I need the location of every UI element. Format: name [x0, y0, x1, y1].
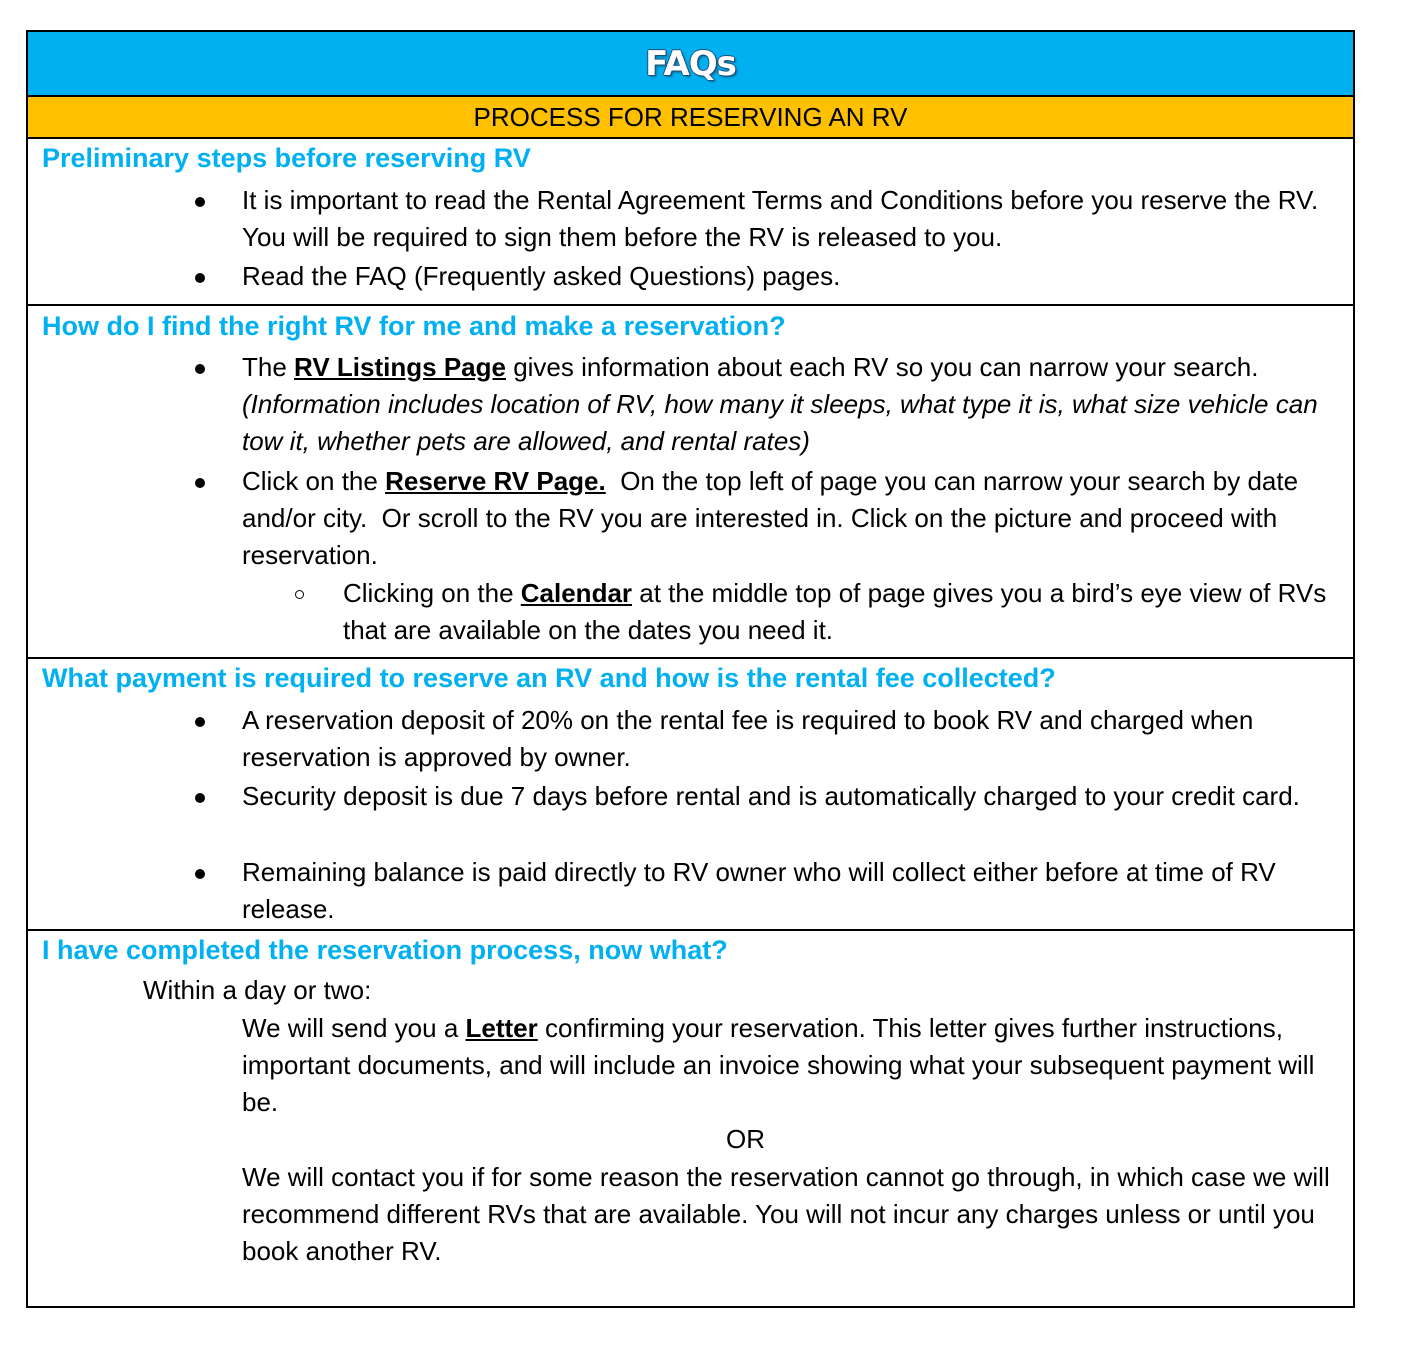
title-bar — [28, 32, 1353, 97]
bullet-text: It is important to read the Rental Agreement Terms and Conditions before you reserve the RV. You will be required to sign them before the RV is released to you. — [242, 185, 1319, 252]
section-payment — [28, 659, 1353, 931]
faq-document — [26, 30, 1355, 1308]
bullet-text: A reservation deposit of 20% on the rental fee is required to book RV and charged when reservation is approved by owner. — [242, 705, 1254, 772]
bullet-prefix: Click on the — [242, 466, 386, 496]
bullet-icon — [195, 364, 205, 374]
bullet-text: Remaining balance is paid directly to RV owner who will collect either before at time of RV release. — [242, 857, 1276, 924]
sub-bullet-text: at the middle top of page gives you a bird’s eye view of RVs that are available on the dates you need it. — [343, 578, 1327, 645]
reserve-rv-page-link[interactable]: Reserve RV Page. — [385, 466, 606, 496]
or-divider: OR — [726, 1124, 765, 1154]
sub-bullet-icon — [295, 590, 304, 599]
list-item — [242, 854, 1347, 928]
sub-list-item — [343, 575, 1348, 649]
list-item — [242, 778, 1347, 815]
bullet-text: Read the FAQ (Frequently asked Questions) pages. — [242, 261, 841, 291]
section-find-right-rv — [28, 306, 1353, 659]
rv-listings-page-link[interactable]: RV Listings Page — [294, 352, 506, 382]
bullet-text: gives information about each RV so you can narrow your search. — [505, 352, 1259, 382]
list-item — [242, 258, 1347, 295]
intro-text: Within a day or two: — [143, 975, 372, 1005]
section-preliminary-steps — [28, 139, 1353, 306]
bullet-text: On the top left of page you can narrow your search by date and/or city. Or scroll to the RV you are interested in. Click on the picture and proceed with reservation. — [242, 466, 1306, 570]
paragraph-text: confirming your reservation. This letter gives further instructions, important documents, and will include an invoice showing what your subsequent payment will be. — [242, 1013, 1315, 1117]
bullet-icon — [195, 793, 205, 803]
bullet-italic-note: (Information includes location of RV, how many it sleeps, what type it is, what size vehicle can tow it, whether pets are allowed, and rental rates) — [242, 389, 1318, 456]
sub-bullet-prefix: Clicking on the — [343, 578, 521, 608]
list-item — [242, 702, 1347, 776]
section-title: I have completed the reservation process, now what? — [42, 935, 728, 965]
bullet-icon — [195, 717, 205, 727]
list-item — [242, 349, 1347, 460]
section-title: Preliminary steps before reserving RV — [42, 143, 531, 173]
bullet-prefix: The — [242, 352, 287, 382]
bullet-icon — [195, 273, 205, 283]
section-title: What payment is required to reserve an RV and how is the rental fee collected? — [42, 663, 1056, 693]
contact-paragraph: We will contact you if for some reason the reservation cannot go through, in which case we will recommend different RVs that are available. You will not incur any charges unless or until you book another RV. — [242, 1162, 1330, 1266]
list-item — [242, 182, 1347, 256]
letter-link[interactable]: Letter — [465, 1013, 538, 1043]
subtitle-bar — [28, 97, 1353, 139]
page-subtitle: PROCESS FOR RESERVING AN RV — [473, 101, 908, 132]
section-title: How do I find the right RV for me and make a reservation? — [42, 311, 786, 341]
bullet-text: Security deposit is due 7 days before rental and is automatically charged to your credit card. — [242, 781, 1300, 811]
bullet-icon — [195, 478, 205, 488]
section-completed-reservation — [28, 931, 1353, 1308]
bullet-icon — [195, 197, 205, 207]
letter-paragraph — [242, 1010, 1347, 1121]
page-title: FAQs — [645, 43, 736, 84]
bullet-icon — [195, 869, 205, 879]
list-item — [242, 463, 1347, 574]
calendar-link[interactable]: Calendar — [520, 578, 633, 608]
paragraph-prefix: We will send you a — [242, 1013, 466, 1043]
